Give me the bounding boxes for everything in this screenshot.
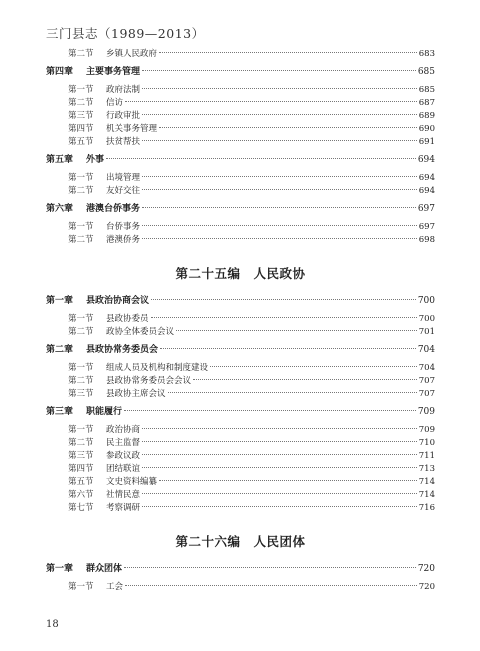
section-number: 第二节 [68, 49, 94, 59]
entry-label [68, 502, 140, 515]
entry-page-number: 683 [418, 49, 435, 59]
section-number: 第一节 [68, 173, 94, 183]
entry-label [68, 581, 123, 594]
dot-leader [168, 391, 417, 393]
entry-page-number: 720 [418, 582, 435, 592]
entry-title: 机关事务管理 [106, 124, 158, 134]
entry-page-number: 710 [418, 438, 435, 448]
entry-title: 组成人员及机构和制度建设 [106, 363, 209, 373]
dot-leader [142, 139, 417, 141]
toc-section-entry[interactable] [46, 185, 435, 198]
page-number: 18 [46, 619, 59, 630]
toc-section-entry[interactable] [46, 489, 435, 502]
entry-label [68, 463, 140, 476]
section-number: 第四节 [68, 464, 94, 474]
entry-title: 考察调研 [106, 503, 141, 513]
entry-title: 乡镇人民政府 [106, 49, 158, 59]
entry-page-number: 685 [418, 85, 435, 95]
entry-title: 县政协委员 [106, 314, 149, 324]
toc-chapter-entry[interactable] [46, 406, 435, 419]
entry-title: 外事 [86, 155, 105, 165]
toc-section-entry[interactable] [46, 313, 435, 326]
entry-label [68, 476, 157, 489]
toc-section-entry[interactable] [46, 424, 435, 437]
dot-leader [142, 87, 417, 89]
entry-label [68, 313, 149, 326]
dot-leader [142, 188, 417, 190]
section-number: 第一节 [68, 314, 94, 324]
toc-section-entry[interactable] [46, 172, 435, 185]
entry-title: 县政协常务委员会会议 [106, 376, 192, 386]
entry-page-number: 694 [418, 186, 435, 196]
entry-title: 港澳台侨事务 [86, 204, 141, 214]
dot-leader [125, 100, 417, 102]
entry-page-number: 700 [417, 296, 435, 306]
entry-title: 出境管理 [106, 173, 141, 183]
dot-leader [106, 157, 416, 159]
entry-page-number: 697 [417, 204, 435, 214]
entry-label [68, 388, 166, 401]
section-number: 第一节 [68, 85, 94, 95]
toc-section-entry[interactable] [46, 84, 435, 97]
entry-label [46, 154, 104, 167]
entry-label [68, 326, 174, 339]
entry-page-number: 690 [418, 124, 435, 134]
section-number: 第二节 [68, 376, 94, 386]
toc-section-entry[interactable] [46, 136, 435, 149]
entry-page-number: 691 [418, 137, 435, 147]
dot-leader [159, 479, 417, 481]
entry-title: 行政审批 [106, 111, 141, 121]
toc-section-entry[interactable] [46, 437, 435, 450]
entry-title: 扶贫帮扶 [106, 137, 141, 147]
dot-leader [159, 51, 417, 53]
entry-title: 政府法制 [106, 85, 141, 95]
entry-page-number: 714 [418, 490, 435, 500]
section-number: 第二节 [68, 235, 94, 245]
section-number: 第一节 [68, 363, 94, 373]
entry-page-number: 694 [418, 173, 435, 183]
entry-label [68, 123, 157, 136]
toc-chapter-entry[interactable] [46, 203, 435, 216]
section-number: 第四节 [68, 124, 94, 134]
entry-page-number: 714 [418, 477, 435, 487]
entry-page-number: 716 [418, 503, 435, 513]
entry-label [68, 221, 140, 234]
entry-title: 文史资料编纂 [106, 477, 158, 487]
entry-label [68, 234, 140, 247]
entry-label [46, 203, 140, 216]
toc-chapter-entry[interactable] [46, 154, 435, 167]
chapter-number: 第二章 [46, 345, 74, 355]
entry-label [46, 66, 140, 79]
entry-label [68, 136, 140, 149]
entry-title: 县政治协商会议 [86, 296, 150, 306]
entry-label [46, 295, 149, 308]
dot-leader [124, 566, 416, 568]
entry-title: 港澳侨务 [106, 235, 141, 245]
entry-title: 政协全体委员会议 [106, 327, 175, 337]
section-number: 第二节 [68, 98, 94, 108]
entry-title: 民主监督 [106, 438, 141, 448]
dot-leader [176, 329, 417, 331]
entry-page-number: 687 [418, 98, 435, 108]
entry-page-number: 711 [418, 451, 435, 461]
entry-title: 参政议政 [106, 451, 141, 461]
toc-section-entry[interactable] [46, 123, 435, 136]
section-number: 第三节 [68, 389, 94, 399]
entry-page-number: 700 [418, 314, 435, 324]
section-number: 第一节 [68, 222, 94, 232]
section-number: 第五节 [68, 477, 94, 487]
entry-label [68, 185, 140, 198]
section-number: 第二节 [68, 438, 94, 448]
entry-label [68, 489, 140, 502]
toc-section-entry[interactable] [46, 476, 435, 489]
dot-leader [159, 126, 417, 128]
toc-section-entry[interactable] [46, 450, 435, 463]
dot-leader [193, 378, 417, 380]
toc-section-entry[interactable] [46, 326, 435, 339]
toc-chapter-entry[interactable] [46, 66, 435, 79]
entry-page-number: 709 [418, 425, 435, 435]
entry-label [68, 424, 140, 437]
section-number: 第二节 [68, 327, 94, 337]
section-number: 第二节 [68, 186, 94, 196]
entry-label [46, 563, 122, 576]
dot-leader [160, 347, 416, 349]
dot-leader [151, 316, 417, 318]
entry-title: 县政协常务委员会 [86, 345, 159, 355]
toc-chapter-entry[interactable] [46, 295, 435, 308]
part-heading: 第二十六编 人民团体 [175, 534, 306, 549]
entry-page-number: 713 [418, 464, 435, 474]
toc-section-entry[interactable] [46, 581, 435, 594]
toc-chapter-entry[interactable] [46, 563, 435, 576]
entry-title: 社情民意 [106, 490, 141, 500]
entry-page-number: 704 [417, 345, 435, 355]
dot-leader [142, 69, 416, 71]
entry-page-number: 704 [418, 363, 435, 373]
dot-leader [142, 505, 417, 507]
section-number: 第一节 [68, 582, 94, 592]
toc-section-entry[interactable] [46, 234, 435, 247]
dot-leader [151, 298, 416, 300]
entry-label [68, 375, 191, 388]
dot-leader [142, 206, 416, 208]
entry-page-number: 689 [418, 111, 435, 121]
section-number: 第一节 [68, 425, 94, 435]
chapter-number: 第四章 [46, 67, 74, 77]
dot-leader [142, 492, 417, 494]
entry-page-number: 685 [417, 67, 435, 77]
section-number: 第五节 [68, 137, 94, 147]
section-number: 第三节 [68, 111, 94, 121]
entry-label [68, 172, 140, 185]
table-of-contents [46, 48, 435, 594]
toc-section-entry[interactable] [46, 97, 435, 110]
dot-leader [142, 224, 417, 226]
entry-page-number: 698 [418, 235, 435, 245]
section-number: 第七节 [68, 503, 94, 513]
entry-label [68, 110, 140, 123]
entry-title: 县政协主席会议 [106, 389, 166, 399]
dot-leader [210, 365, 417, 367]
toc-section-entry[interactable] [46, 221, 435, 234]
chapter-number: 第六章 [46, 204, 74, 214]
entry-title: 群众团体 [86, 564, 123, 574]
toc-section-entry[interactable] [46, 463, 435, 476]
dot-leader [124, 409, 416, 411]
toc-section-entry[interactable] [46, 48, 435, 61]
entry-label [46, 406, 122, 419]
toc-section-entry[interactable] [46, 375, 435, 388]
entry-label [68, 97, 123, 110]
entry-label [68, 450, 140, 463]
entry-title: 主要事务管理 [86, 67, 141, 77]
dot-leader [142, 175, 417, 177]
chapter-number: 第五章 [46, 155, 74, 165]
entry-title: 信访 [106, 98, 124, 108]
entry-page-number: 701 [418, 327, 435, 337]
entry-page-number: 694 [417, 155, 435, 165]
entry-title: 台侨事务 [106, 222, 141, 232]
chapter-number: 第一章 [46, 564, 74, 574]
entry-label [68, 362, 208, 375]
dot-leader [125, 584, 417, 586]
entry-page-number: 697 [418, 222, 435, 232]
entry-label [68, 48, 157, 61]
part-heading: 第二十五编 人民政协 [175, 266, 306, 281]
dot-leader [142, 113, 417, 115]
toc-section-entry[interactable] [46, 502, 435, 515]
entry-title: 友好交往 [106, 186, 141, 196]
entry-title: 工会 [106, 582, 124, 592]
entry-label [68, 437, 140, 450]
section-number: 第三节 [68, 451, 94, 461]
dot-leader [142, 440, 417, 442]
dot-leader [142, 453, 417, 455]
toc-section-entry[interactable] [46, 110, 435, 123]
dot-leader [142, 237, 417, 239]
entry-label [68, 84, 140, 97]
entry-page-number: 707 [418, 389, 435, 399]
entry-title: 职能履行 [86, 407, 123, 417]
chapter-number: 第一章 [46, 296, 74, 306]
section-number: 第六节 [68, 490, 94, 500]
toc-section-entry[interactable] [46, 388, 435, 401]
toc-chapter-entry[interactable] [46, 344, 435, 357]
entry-title: 团结联谊 [106, 464, 141, 474]
entry-label [46, 344, 158, 357]
toc-section-entry[interactable] [46, 362, 435, 375]
entry-page-number: 707 [418, 376, 435, 386]
entry-page-number: 709 [417, 407, 435, 417]
dot-leader [142, 427, 417, 429]
running-header: 三门县志（1989—2013） [46, 26, 205, 41]
chapter-number: 第三章 [46, 407, 74, 417]
entry-page-number: 720 [417, 564, 435, 574]
entry-title: 政治协商 [106, 425, 141, 435]
dot-leader [142, 466, 417, 468]
